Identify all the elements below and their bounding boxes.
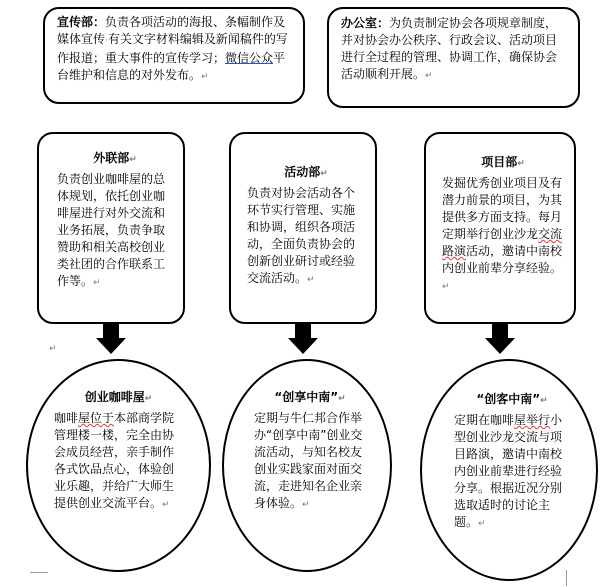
chuangke-text-b: 小型创业沙龙交流与项目路演，邀请中南校内创业前辈进行经验分享。根据近况分别选取适时的讨论主题。 [454, 413, 563, 529]
crop-mark-right [566, 570, 581, 586]
xiangmubu-text-b: 活动，邀请中南校内创业前辈分享经验。 [442, 244, 563, 275]
return-mark: ↵ [540, 396, 548, 406]
return-mark: ↵ [201, 72, 209, 82]
bangongshi-text: 为负责制定协会各项规章制度，并对协会办公秩序、行政会议、活动项目进行全过程的管理、协调工作，确保协会活动顺利开展。 [341, 16, 558, 81]
return-mark: ↵ [320, 169, 328, 179]
return-mark: ↵ [93, 278, 101, 288]
chuangke-title: “创客中南” [476, 392, 541, 406]
chuangke-ellipse [420, 359, 598, 581]
chuangxiang-ellipse [222, 359, 392, 572]
down-arrow-1 [96, 324, 126, 354]
return-mark: ↵ [49, 344, 57, 354]
down-arrow-3 [485, 324, 515, 354]
return-mark: ↵ [129, 155, 137, 165]
xiangmubu-box [424, 132, 576, 324]
kafeiwu-text-a: 咖啡 [54, 411, 79, 425]
kafeiwu-wuwei: 屋位于 [78, 411, 115, 425]
wailianbu-text: 负责创业咖啡屋的总体规划，依托创业咖啡屋进行对外交流和业务拓展，负责争取赞助和相关高校创业类社团的合作联系工作等。 [57, 172, 166, 288]
crop-mark-left [30, 572, 48, 587]
return-mark: ↵ [162, 500, 170, 510]
huodongbu-text: 负责对协会活动各个环节实行管理、实施和协调，组织各项活动，全面负责协会的创新创业研讨或经验交流活动。 [247, 186, 356, 285]
chuangke-text-a: 定期在咖啡 [454, 413, 515, 427]
xuanchuan-text-c: 平台维护和信息的对外发布。 [57, 51, 286, 82]
xuanchuan-text-a: 负责各项活动的海报、条幅制作及媒体宣传 [57, 15, 286, 46]
down-arrow-2 [288, 324, 318, 354]
kafeiwu-title: 创业咖啡屋 [84, 390, 145, 404]
kafeiwu-ellipse [26, 359, 211, 572]
chuangke-wu: 屋举行 [514, 413, 551, 427]
return-mark: ↵ [425, 71, 433, 81]
huodongbu-title: 活动部 [284, 165, 321, 179]
xuanchuan-box [43, 7, 305, 104]
return-mark: ↵ [442, 282, 450, 292]
xuanchuan-text-b: 有关文字材料编辑及新闻稿件的写作报道；重大事件的宣传学习； [57, 32, 288, 65]
chuangxiang-text: 定期与牛仁邦合作举办“创享中南”创业交流活动，与知名校友创业实践家面对面交流，走进知名企业亲身体验。 [254, 411, 363, 510]
return-mark: ↵ [338, 394, 346, 404]
return-mark: ↵ [144, 394, 153, 404]
dot-mark: · [105, 36, 108, 46]
huodongbu-box [229, 132, 377, 324]
xiangmubu-title: 项目部 [481, 155, 518, 169]
xiangmubu-text-a: 发掘优秀创业项目及有潜力前景的项目，为其提供多方面支持。每月定期举行创业沙龙 [442, 176, 563, 241]
kafeiwu-text-b: 本部商学院管理楼一楼，完全由协会成员经营，亲手制作各式饮品点心，体验创业乐趣，并给广大师生提供创业交流平台。 [54, 411, 175, 510]
xuanchuan-title: 宣传部： [57, 15, 106, 29]
return-mark: ↵ [478, 519, 486, 529]
bangongshi-box [327, 7, 580, 108]
xuanchuan-weixin: 微信公众 [225, 51, 274, 65]
return-mark: ↵ [517, 159, 525, 169]
chuangxiang-title: “创享中南” [274, 390, 339, 404]
return-mark: ↵ [307, 275, 315, 285]
bangongshi-title: 办公室： [341, 16, 390, 30]
wailianbu-box [37, 132, 185, 324]
wailianbu-title: 外联部 [93, 151, 130, 165]
xiangmubu-jiaoliu: 交流路演 [442, 227, 563, 258]
return-mark: ↵ [302, 500, 310, 510]
